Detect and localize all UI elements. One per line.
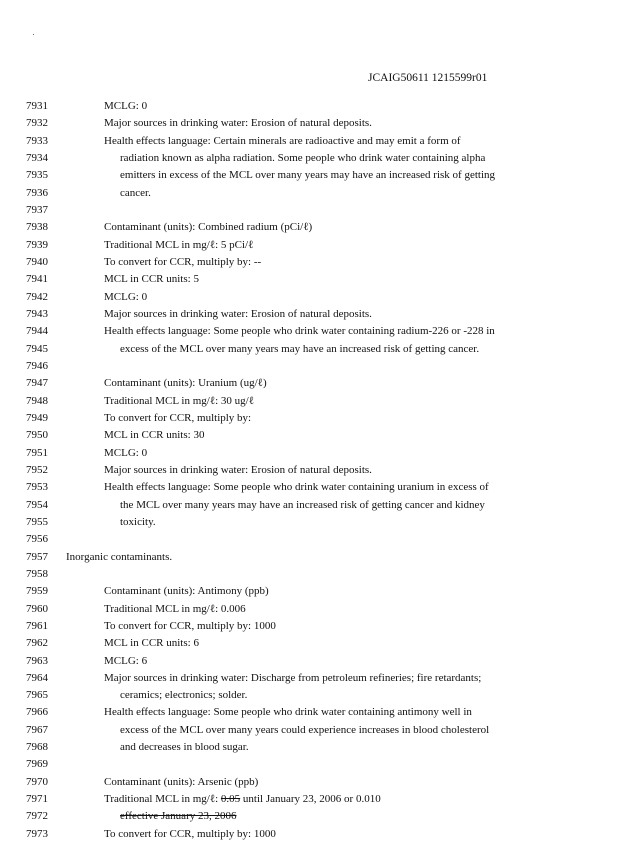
line-text: To convert for CCR, multiply by: 1000 (104, 827, 276, 840)
line-7943 (0, 306, 619, 323)
line-7966 (0, 704, 619, 721)
line-text: MCLG: 0 (104, 100, 148, 112)
line-number: 7973 (26, 827, 48, 840)
line-text: MCL in CCR units: 5 (104, 273, 199, 286)
line-7962 (0, 635, 619, 652)
line-7938 (0, 219, 619, 236)
line-number: 7952 (26, 463, 48, 476)
line-text: MCL in CCR units: 30 (104, 429, 205, 442)
line-number: 7938 (26, 221, 48, 234)
line-7949 (0, 410, 619, 427)
line-number: 7970 (26, 775, 48, 788)
line-text (120, 808, 236, 825)
line-number: 7959 (26, 585, 48, 598)
line-number: 7949 (26, 411, 48, 424)
line-number: 7948 (26, 394, 48, 407)
line-text: Major sources in drinking water: Discharge from petroleum refineries; fire retardants; (104, 671, 482, 684)
line-text: cancer. (120, 186, 151, 199)
line-7933 (0, 133, 619, 150)
line-number: 7944 (26, 325, 48, 338)
line-7953 (0, 479, 619, 496)
line-7955 (0, 514, 619, 531)
line-text: Health effects language: Certain minerals are radioactive and may emit a form of (104, 134, 461, 147)
line-text: excess of the MCL over many years could experience increases in blood cholesterol (120, 723, 490, 736)
line-7945 (0, 341, 619, 358)
line-7954 (0, 497, 619, 514)
line-text: To convert for CCR, multiply by: (104, 411, 252, 424)
line-number: 7972 (26, 810, 48, 823)
line-7939 (0, 237, 619, 254)
line-number: 7945 (26, 342, 48, 355)
line-number: 7939 (26, 238, 48, 251)
line-number: 7936 (26, 186, 48, 199)
line-text: Major sources in drinking water: Erosion of natural deposits. (104, 117, 372, 130)
line-7934 (0, 150, 619, 167)
line-number: 7971 (26, 793, 48, 806)
line-number: 7941 (26, 273, 48, 286)
line-7946 (0, 358, 619, 375)
line-text: Contaminant (units): Arsenic (ppb) (104, 775, 259, 788)
line-text: toxicity. (120, 515, 156, 528)
line-text: Contaminant (units): Combined radium (pCi/ℓ) (104, 221, 313, 234)
text-segment: until January 23, 2006 or 0.010 (240, 793, 381, 806)
line-7970 (0, 774, 619, 791)
line-7958 (0, 566, 619, 583)
line-text: Traditional MCL in mg/ℓ: 0.006 (104, 602, 246, 615)
line-number: 7963 (26, 654, 48, 667)
line-number: 7940 (26, 255, 48, 268)
line-number: 7935 (26, 169, 48, 182)
line-text: Traditional MCL in mg/ℓ: 5 pCi/ℓ (104, 238, 254, 251)
line-number: 7933 (26, 134, 48, 147)
line-text: emitters in excess of the MCL over many years may have an increased risk of getting (120, 169, 495, 182)
line-7947 (0, 375, 619, 392)
line-number: 7961 (26, 619, 48, 632)
line-text: Traditional MCL in mg/ℓ: 30 ug/ℓ (104, 394, 254, 407)
struck-text: 0.05 (220, 793, 241, 806)
line-7965 (0, 687, 619, 704)
line-7952 (0, 462, 619, 479)
line-text: Major sources in drinking water: Erosion of natural deposits. (104, 463, 372, 476)
line-text: To convert for CCR, multiply by: -- (104, 255, 262, 268)
line-7931 (0, 98, 619, 115)
line-number: 7966 (26, 706, 48, 719)
line-7951 (0, 445, 619, 462)
line-number: 7956 (26, 533, 48, 546)
line-text: MCLG: 6 (104, 654, 148, 667)
corner-mark (33, 34, 34, 35)
line-number: 7931 (26, 100, 48, 112)
line-7950 (0, 427, 619, 444)
line-text: Health effects language: Some people who drink water containing antimony well in (104, 706, 472, 719)
line-number: 7937 (26, 203, 48, 216)
line-number: 7946 (26, 359, 48, 372)
line-7942 (0, 289, 619, 306)
line-number: 7964 (26, 671, 48, 684)
line-number: 7953 (26, 481, 48, 494)
line-7948 (0, 393, 619, 410)
line-7932 (0, 115, 619, 132)
line-number: 7951 (26, 446, 48, 459)
line-7967 (0, 722, 619, 739)
line-text: radiation known as alpha radiation. Some people who drink water containing alpha (120, 151, 486, 164)
line-number: 7969 (26, 758, 48, 771)
document-id: JCAIG50611 1215599r01 (368, 72, 488, 84)
line-text: To convert for CCR, multiply by: 1000 (104, 619, 276, 632)
line-text: Health effects language: Some people who drink water containing uranium in excess of (104, 481, 489, 494)
line-7940 (0, 254, 619, 271)
line-number: 7960 (26, 602, 48, 615)
line-text: Inorganic contaminants. (66, 550, 173, 563)
line-number: 7942 (26, 290, 48, 303)
line-7963 (0, 653, 619, 670)
line-7959 (0, 583, 619, 600)
line-text: MCL in CCR units: 6 (104, 637, 199, 650)
line-number: 7947 (26, 377, 48, 390)
line-7969 (0, 756, 619, 773)
line-number: 7958 (26, 567, 48, 580)
line-text: MCLG: 0 (104, 446, 148, 459)
line-text: Health effects language: Some people who drink water containing radium-226 or -228 in (104, 325, 495, 338)
line-7972 (0, 808, 619, 825)
line-7944 (0, 323, 619, 340)
line-number: 7968 (26, 741, 48, 754)
line-7936 (0, 185, 619, 202)
line-number: 7950 (26, 429, 48, 442)
line-text: excess of the MCL over many years may have an increased risk of getting cancer. (120, 342, 480, 355)
line-text: Major sources in drinking water: Erosion of natural deposits. (104, 307, 372, 320)
line-7961 (0, 618, 619, 635)
line-number: 7954 (26, 498, 48, 511)
line-number: 7943 (26, 307, 48, 320)
line-7968 (0, 739, 619, 756)
line-number: 7934 (26, 151, 48, 164)
line-7973 (0, 826, 619, 843)
line-number: 7962 (26, 637, 48, 650)
numbered-text-lines (0, 98, 619, 843)
line-number: 7955 (26, 515, 48, 528)
line-7960 (0, 601, 619, 618)
struck-text: effective January 23, 2006 (120, 810, 237, 823)
line-7937 (0, 202, 619, 219)
line-number: 7957 (26, 550, 48, 563)
line-text: ceramics; electronics; solder. (120, 689, 248, 702)
line-text: MCLG: 0 (104, 290, 148, 303)
line-7957 (0, 549, 619, 566)
text-segment: Traditional MCL in mg/ℓ: (104, 793, 221, 806)
line-number: 7932 (26, 117, 48, 130)
line-7956 (0, 531, 619, 548)
line-7941 (0, 271, 619, 288)
line-text: and decreases in blood sugar. (120, 741, 249, 754)
line-7935 (0, 167, 619, 184)
line-7964 (0, 670, 619, 687)
line-text: Contaminant (units): Antimony (ppb) (104, 585, 269, 598)
line-text: the MCL over many years may have an increased risk of getting cancer and kidney (120, 498, 485, 511)
line-number: 7967 (26, 723, 48, 736)
line-text: Contaminant (units): Uranium (ug/ℓ) (104, 377, 267, 390)
line-number: 7965 (26, 689, 48, 702)
